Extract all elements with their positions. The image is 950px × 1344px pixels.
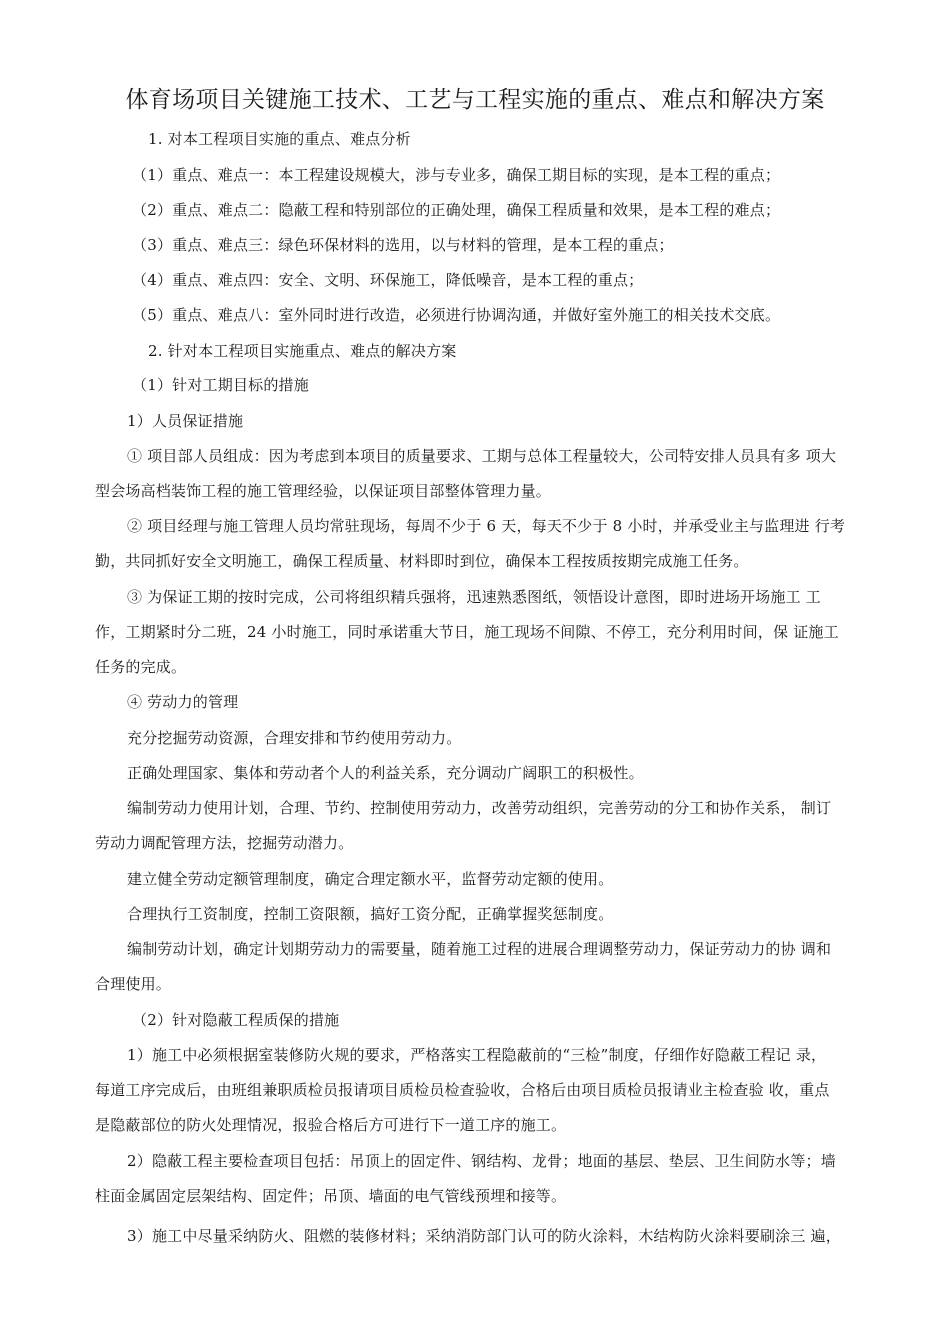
subsection-heading: （2）针对隐蔽工程质保的措施 bbox=[132, 1011, 340, 1029]
paragraph-line: 每道工序完成后，由班组兼职质检员报请项目质检员检查验收，合格后由项目质检员报请业主检查验 收，重点 bbox=[95, 1081, 830, 1099]
paragraph-line: 作，工期紧时分二班，24 小时施工，同时承诺重大节日，施工现场不间隙、不停工，充分利用时间，保 证施工 bbox=[95, 623, 839, 641]
paragraph-line: 勤，共同抓好安全文明施工，确保工程质量、材料即时到位，确保本工程按质按期完成施工任务。 bbox=[95, 552, 749, 570]
paragraph-line: ③ 为保证工期的按时完成，公司将组织精兵强将，迅速熟悉图纸，领悟设计意图，即时进场开场施工 工 bbox=[127, 588, 821, 606]
document-title: 体育场项目关键施工技术、工艺与工程实施的重点、难点和解决方案 bbox=[125, 87, 825, 113]
paragraph-line: 任务的完成。 bbox=[95, 658, 187, 676]
paragraph-line: 合理执行工资制度，控制工资限额，搞好工资分配，正确掌握奖惩制度。 bbox=[127, 905, 614, 923]
paragraph-line: 充分挖掘劳动资源，合理安排和节约使用劳动力。 bbox=[127, 729, 462, 747]
paragraph-line: 3）施工中尽量采纳防火、阻燃的装修材料；采纳消防部门认可的防火涂料，木结构防火涂料要刷涂三 遍， bbox=[127, 1227, 841, 1245]
subsection-heading: （1）针对工期目标的措施 bbox=[132, 376, 309, 394]
paragraph-line: 合理使用。 bbox=[95, 975, 172, 993]
paragraph-line: 编制劳动力使用计划，合理、节约、控制使用劳动力，改善劳动组织，完善劳动的分工和协作关系， 制订 bbox=[127, 799, 832, 817]
paragraph-line: （1）重点、难点一：本工程建设规模大，涉与专业多，确保工期目标的实现，是本工程的重点； bbox=[132, 166, 781, 184]
subsection-heading: 1）人员保证措施 bbox=[127, 412, 244, 430]
paragraph-line: 劳动力调配管理方法，挖掘劳动潜力。 bbox=[95, 834, 354, 852]
paragraph-line: （2）重点、难点二：隐蔽工程和特别部位的正确处理，确保工程质量和效果，是本工程的难点； bbox=[132, 201, 781, 219]
paragraph-line: 型会场高档装饰工程的施工管理经验，以保证项目部整体管理力量。 bbox=[95, 482, 552, 500]
paragraph-line: （3）重点、难点三：绿色环保材料的选用，以与材料的管理，是本工程的重点； bbox=[132, 236, 674, 254]
paragraph-line: 是隐蔽部位的防火处理情况，报验合格后方可进行下一道工序的施工。 bbox=[95, 1116, 567, 1134]
paragraph-line: （5）重点、难点八：室外同时进行改造，必须进行协调沟通，并做好室外施工的相关技术交底。 bbox=[132, 306, 781, 324]
section-heading-2: 2. 针对本工程项目实施重点、难点的解决方案 bbox=[148, 342, 457, 360]
paragraph-line: 建立健全劳动定额管理制度，确定合理定额水平，监督劳动定额的使用。 bbox=[127, 870, 614, 888]
paragraph-line: （4）重点、难点四：安全、文明、环保施工，降低噪音，是本工程的重点； bbox=[132, 271, 644, 289]
section-heading-1: 1. 对本工程项目实施的重点、难点分析 bbox=[148, 130, 411, 148]
paragraph-line: 正确处理国家、集体和劳动者个人的利益关系，充分调动广阔职工的积极性。 bbox=[127, 764, 644, 782]
paragraph-line: 2）隐蔽工程主要检查项目包括：吊顶上的固定件、钢结构、龙骨；地面的基层、垫层、卫生间防水等；墙 bbox=[127, 1152, 836, 1170]
paragraph-line: ① 项目部人员组成：因为考虑到本项目的质量要求、工期与总体工程量较大，公司特安排人员具有多 项大 bbox=[127, 447, 837, 465]
paragraph-line: 柱面金属固定层架结构、固定件；吊顶、墙面的电气管线预埋和接等。 bbox=[95, 1187, 567, 1205]
paragraph-line: ② 项目经理与施工管理人员均常驻现场，每周不少于 6 天，每天不少于 8 小时，并承受业主与监理进 行考 bbox=[127, 517, 846, 535]
paragraph-line: ④ 劳动力的管理 bbox=[127, 693, 239, 711]
paragraph-line: 1）施工中必须根据室装修防火规的要求，严格落实工程隐蔽前的“三检”制度，仔细作好隐蔽工程记 录， bbox=[127, 1046, 827, 1064]
paragraph-line: 编制劳动计划，确定计划期劳动力的需要量，随着施工过程的进展合理调整劳动力，保证劳动力的协 调和 bbox=[127, 940, 832, 958]
